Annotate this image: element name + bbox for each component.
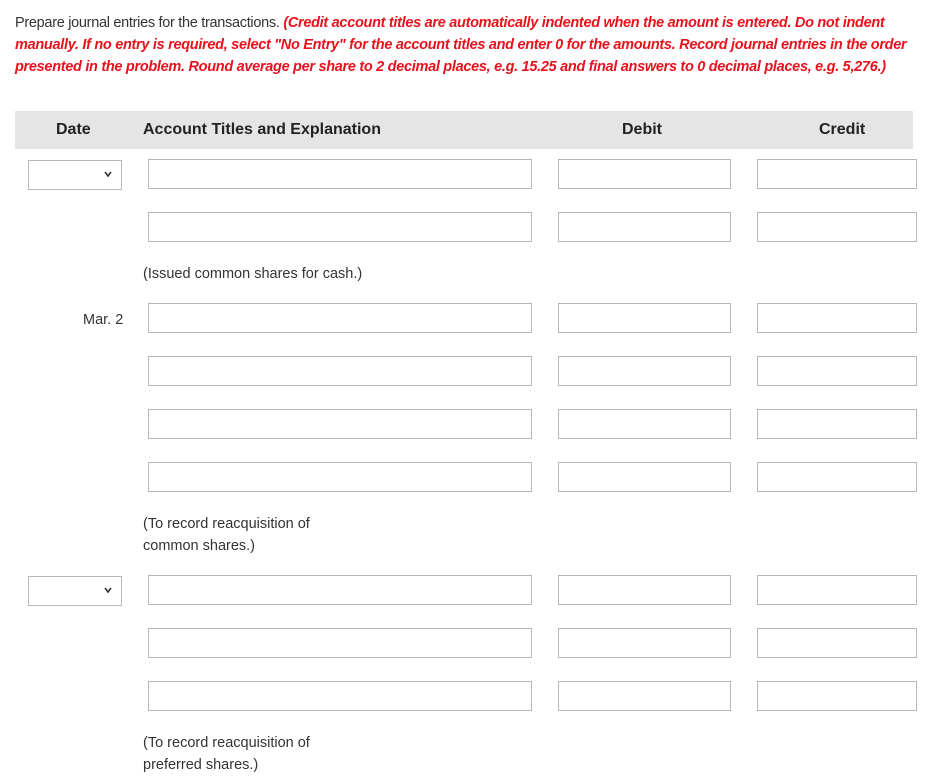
date-label: Mar. 2 <box>83 312 124 328</box>
account-title-input[interactable] <box>148 303 532 333</box>
debit-input[interactable] <box>558 462 731 492</box>
account-title-input[interactable] <box>148 356 532 386</box>
instructions-emphasis: (Credit account titles are automatically indented when the amount is entered. Do not indent manually. If no entry is required, select "No Entry" for the account titles and enter 0 for the amounts. Record journal entries in the order presented in the problem. Round average per share to 2 decimal places, e.g. 15.25 and final answers to 0 decimal places, e.g. 5,276.) <box>15 15 907 75</box>
entry-explanation: (Issued common shares for cash.) <box>143 266 363 282</box>
account-title-input[interactable] <box>148 159 532 189</box>
entry-explanation: (To record reacquisition of preferred shares.) <box>143 735 310 773</box>
date-select[interactable] <box>28 576 122 606</box>
credit-input[interactable] <box>757 303 917 333</box>
credit-input[interactable] <box>757 575 917 605</box>
account-title-input[interactable] <box>148 462 532 492</box>
credit-input[interactable] <box>757 409 917 439</box>
credit-input[interactable] <box>757 159 917 189</box>
chevron-down-icon <box>103 585 113 595</box>
table-header <box>15 111 913 149</box>
credit-input[interactable] <box>757 628 917 658</box>
instructions-lead: Prepare journal entries for the transactions. <box>15 15 280 31</box>
debit-input[interactable] <box>558 356 731 386</box>
debit-input[interactable] <box>558 159 731 189</box>
header-debit: Debit <box>622 121 662 138</box>
instructions <box>15 12 915 78</box>
header-date: Date <box>56 121 91 138</box>
entry-explanation: (To record reacquisition of common shares.) <box>143 516 310 554</box>
chevron-down-icon <box>103 169 113 179</box>
debit-input[interactable] <box>558 212 731 242</box>
debit-input[interactable] <box>558 303 731 333</box>
account-title-input[interactable] <box>148 575 532 605</box>
debit-input[interactable] <box>558 681 731 711</box>
credit-input[interactable] <box>757 681 917 711</box>
credit-input[interactable] <box>757 212 917 242</box>
account-title-input[interactable] <box>148 628 532 658</box>
header-credit: Credit <box>819 121 866 138</box>
debit-input[interactable] <box>558 628 731 658</box>
debit-input[interactable] <box>558 409 731 439</box>
credit-input[interactable] <box>757 462 917 492</box>
account-title-input[interactable] <box>148 681 532 711</box>
debit-input[interactable] <box>558 575 731 605</box>
date-select[interactable] <box>28 160 122 190</box>
account-title-input[interactable] <box>148 212 532 242</box>
credit-input[interactable] <box>757 356 917 386</box>
header-account: Account Titles and Explanation <box>143 121 381 138</box>
account-title-input[interactable] <box>148 409 532 439</box>
